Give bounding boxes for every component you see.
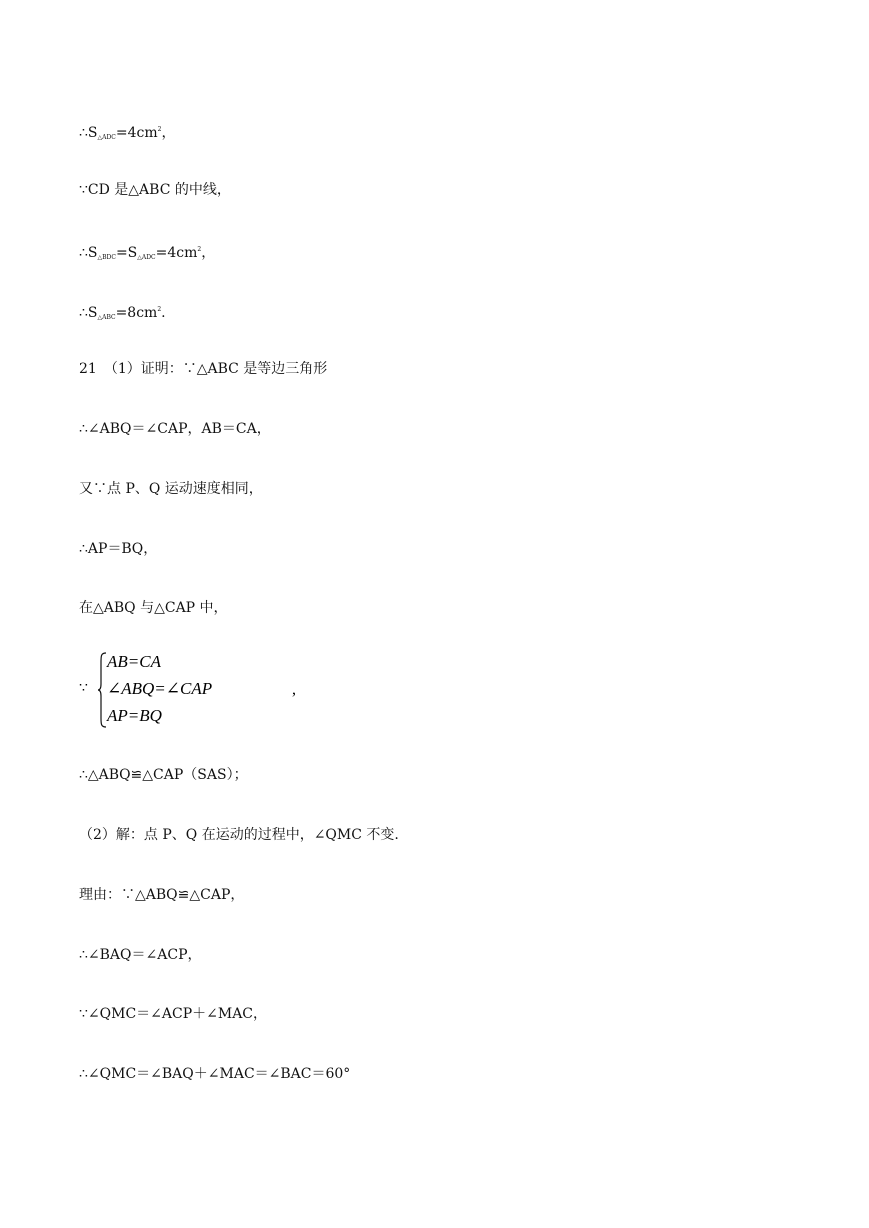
equation-3: AP=BQ bbox=[107, 706, 162, 725]
text-line-ap-bq: ∴AP＝BQ， bbox=[79, 541, 158, 557]
punctuation: . bbox=[161, 305, 166, 321]
left-brace-icon bbox=[97, 652, 107, 728]
text-segment: ∴S bbox=[79, 245, 98, 261]
punctuation: ， bbox=[161, 125, 176, 141]
text-line-qmc-sum: ∵∠QMC＝∠ACP＋∠MAC， bbox=[79, 1006, 268, 1022]
text-segment: ∴S bbox=[79, 305, 98, 321]
text-segment: =4cm bbox=[155, 245, 198, 261]
equation-1: AB=CA bbox=[107, 652, 161, 671]
text-segment: =8cm bbox=[115, 305, 158, 321]
text-segment: =S bbox=[115, 245, 138, 261]
text-segment: =4cm bbox=[115, 125, 158, 141]
text-line-same-speed: 又∵点 P、Q 运动速度相同， bbox=[79, 481, 263, 497]
equation-2: ∠ABQ=∠CAP bbox=[107, 679, 213, 698]
subscript: △ADC bbox=[97, 134, 116, 141]
text-line-q21-part1: 21 （1）证明：∵△ABC 是等边三角形 bbox=[79, 361, 328, 377]
text-line-area-adc bbox=[79, 121, 175, 147]
text-line-angles-equal: ∴∠ABQ＝∠CAP，AB＝CA， bbox=[79, 421, 271, 437]
text-line-median: ∵CD 是△ABC 的中线， bbox=[79, 182, 231, 198]
since-symbol: ∵ bbox=[79, 680, 88, 696]
text-line-bae-acp: ∴∠BAQ＝∠ACP， bbox=[79, 947, 202, 963]
superscript: 2 bbox=[157, 306, 162, 313]
text-line-qmc-60: ∴∠QMC＝∠BAQ＋∠MAC＝∠BAC＝60° bbox=[79, 1066, 351, 1082]
text-line-area-abc bbox=[79, 301, 166, 327]
text-line-in-triangles: 在△ABQ 与△CAP 中， bbox=[79, 600, 228, 616]
superscript: 2 bbox=[157, 126, 162, 133]
punctuation: ， bbox=[201, 245, 216, 261]
equation-comma: , bbox=[292, 681, 296, 698]
text-line-reason: 理由：∵△ABQ≌△CAP， bbox=[79, 887, 245, 903]
subscript: △ADC bbox=[137, 254, 156, 261]
text-line-area-bdc bbox=[79, 241, 215, 267]
superscript: 2 bbox=[197, 246, 202, 253]
subscript: △BDC bbox=[97, 254, 116, 261]
text-line-congruent: ∴△ABQ≌△CAP（SAS）； bbox=[79, 767, 248, 783]
subscript: △ABC bbox=[97, 314, 116, 321]
text-segment: ∴S bbox=[79, 125, 98, 141]
text-line-part2: （2）解：点 P、Q 在运动的过程中，∠QMC 不变. bbox=[79, 827, 399, 843]
